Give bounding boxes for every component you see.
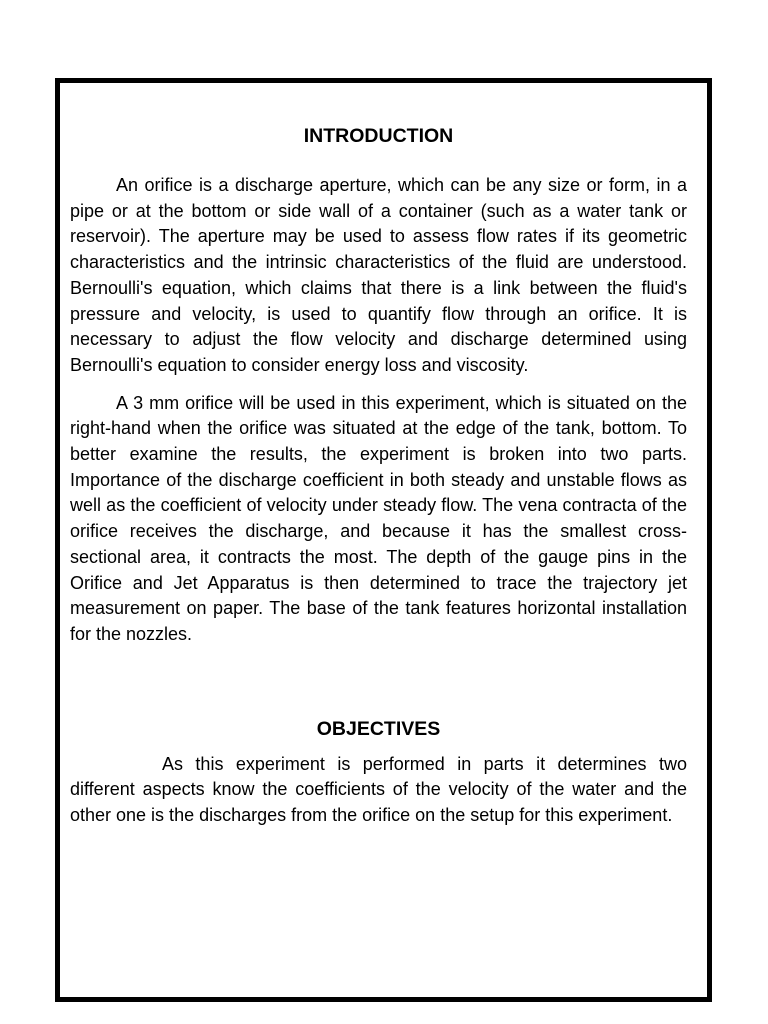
introduction-paragraph-2: A 3 mm orifice will be used in this experiment, which is situated on the right-hand when the orifice was situated at the edge of the tank, bottom. To better examine the results, the experiment is broken into two parts. Importance of the discharge coefficient in both steady and unstable flows as well as the coefficient of velocity under steady flow. The vena contracta of the orifice receives the discharge, and because it has the smallest cross-sectional area, it contracts the most. The depth of the gauge pins in the Orifice and Jet Apparatus is then determined to trace the trajectory jet measurement on paper. The base of the tank features horizontal installation for the nozzles.: [70, 392, 687, 644]
introduction-heading: INTRODUCTION: [303, 125, 454, 147]
introduction-paragraph-1: An orifice is a discharge aperture, which can be any size or form, in a pipe or at the bottom or side wall of a container (such as a water tank or reservoir). The aperture may be used to assess flow rates if its geometric characteristics and the intrinsic characteristics of the fluid are understood. Bernoulli's equation, which claims that there is a link between the fluid's pressure and velocity, is used to quantify flow through an orifice. It is necessary to adjust the flow velocity and discharge determined using Bernoulli's equation to consider energy loss and viscosity.: [70, 175, 687, 375]
page-content: [70, 83, 687, 829]
objectives-heading: OBJECTIVES: [316, 717, 441, 740]
objectives-paragraph: As this experiment is performed in parts it determines two different aspects know the coefficients of the velocity of the water and the other one is the discharges from the orifice on the setup for this experiment.: [70, 753, 687, 826]
page-border-frame: [55, 78, 712, 1002]
